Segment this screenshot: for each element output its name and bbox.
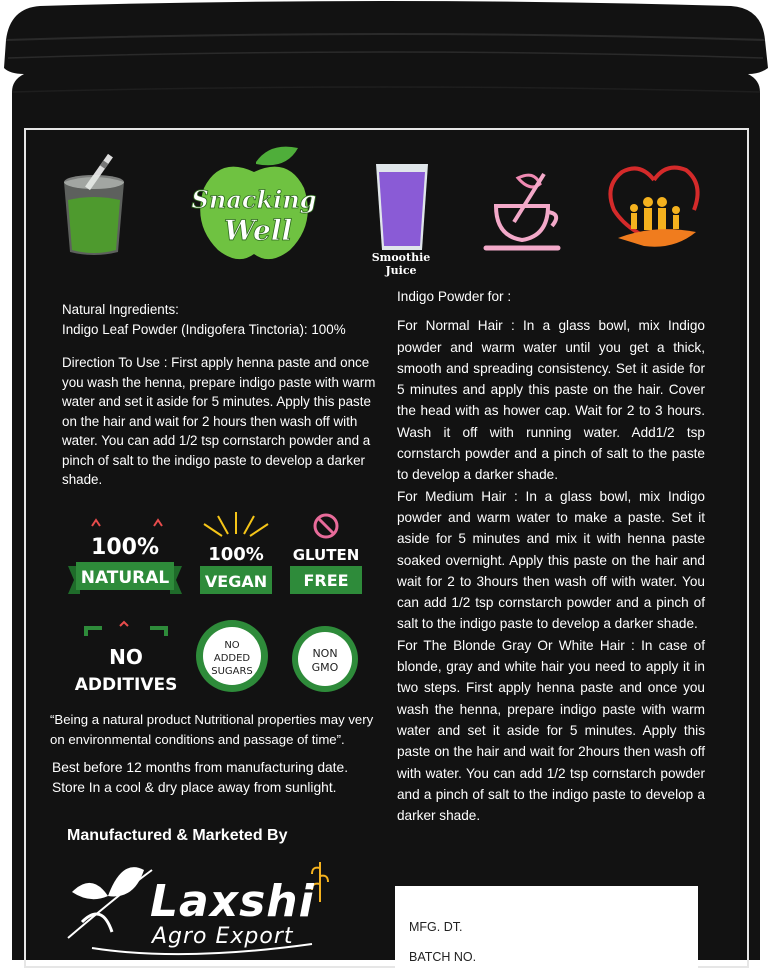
medium-hair-instructions: For Medium Hair : In a glass bowl, mix Indigo powder and warm water to make a paste. Set it aside for 5 minutes and mix it with henna paste soaked overnight. Apply this paste on the hair and wait for 2 to 3hours then wash off with water. You can add 1/2 tsp cornstarch powder and a pinch of salt to the indigo paste to develop a darker shade. <box>397 488 705 632</box>
storage-text: Store In a cool & dry place away from sunlight. <box>52 780 337 795</box>
gmo-badge-line1: NON <box>312 647 338 660</box>
smoothie-juice-label: Smoothie Juice <box>371 251 431 277</box>
batch-label-box <box>395 886 698 976</box>
ingredients-value: Indigo Leaf Powder (Indigofera Tinctoria): 100% <box>62 321 346 337</box>
gluten-badge-bottom: FREE <box>303 571 349 590</box>
snacking-well-apple-icon <box>190 142 320 267</box>
nutrition-note: “Being a natural product Nutritional properties may very on environmental conditions and passage of time”. <box>50 712 374 747</box>
normal-hair-instructions: For Normal Hair : In a glass bowl, mix Indigo powder and warm water until you get a thick, smooth and spreading consistency. Set it aside for 5 minutes and apply this paste on the hair. Cover the head with as hower cap. Wait for 2 to 3 hours. Wash it off with running water. Add1/2 tsp cornstarch powder and a pinch of salt to the paste to develop a darker shade. <box>397 318 705 483</box>
green-smoothie-glass-icon <box>54 150 134 260</box>
vegan-badge-bottom: VEGAN <box>204 572 268 591</box>
additives-badge-top: NO <box>109 645 143 669</box>
well-text: Well <box>223 214 293 247</box>
indigo-powder-title: Indigo Powder for : <box>397 289 512 304</box>
brand-subtitle: Agro Export <box>152 924 294 949</box>
ingredients-title: Natural Ingredients: <box>62 302 179 317</box>
snacking-text: Snacking <box>191 185 317 214</box>
right-info-column <box>397 286 705 826</box>
no-added-sugars-badge <box>192 616 272 696</box>
additives-badge-bottom: ADDITIVES <box>74 675 178 695</box>
gmo-badge-line2: GMO <box>311 661 339 674</box>
gluten-free-badge <box>288 512 364 596</box>
blonde-hair-instructions: For The Blonde Gray Or White Hair : In case of blonde, gray and white hair you need to apply it in two steps. First apply henna paste and once you wash the henna, prepare indigo paste with warm water and set it aside for 5 minutes. Apply this paste on the hair and wait for 2hours then wash off with water. You can add 1/2 tsp cornstarch powder and a pinch of salt to the indigo paste to develop a darker shade. <box>397 637 705 824</box>
left-info-column <box>62 300 384 490</box>
manufactured-by-title: Manufactured & Marketed By <box>67 827 288 844</box>
vegan-badge <box>196 510 276 596</box>
natural-badge-top: 100% <box>91 535 159 560</box>
batch-no-label: BATCH NO. <box>409 950 477 964</box>
sugars-badge-line1: NO <box>224 640 240 651</box>
natural-badge <box>66 520 184 598</box>
storage-info <box>52 758 382 798</box>
best-before-text: Best before 12 months from manufacturing date. <box>52 760 349 775</box>
non-gmo-badge <box>288 622 362 696</box>
natural-badge-bottom: NATURAL <box>80 568 170 588</box>
brand-name: Laxshi <box>150 876 315 927</box>
pink-cup-icon <box>478 170 568 260</box>
family-heart-icon <box>604 160 704 255</box>
gluten-badge-top: GLUTEN <box>292 546 360 564</box>
mfg-date-label: MFG. DT. <box>409 920 463 934</box>
direction-to-use: Direction To Use : First apply henna paste and once you wash the henna, prepare indigo paste with warm water and set it aside for 5 minutes. Apply this paste on the hair and wait for 2 hours then wash off with water. You can add 1/2 tsp cornstarch powder and a pinch of salt to the indigo paste to develop a darker shade. <box>62 355 376 487</box>
sugars-badge-line2: ADDED <box>213 653 251 664</box>
vegan-badge-top: 100% <box>208 544 264 565</box>
purple-juice-glass-icon <box>372 160 432 255</box>
no-additives-badge <box>74 622 178 696</box>
sugars-badge-line3: SUGARS <box>211 666 253 677</box>
